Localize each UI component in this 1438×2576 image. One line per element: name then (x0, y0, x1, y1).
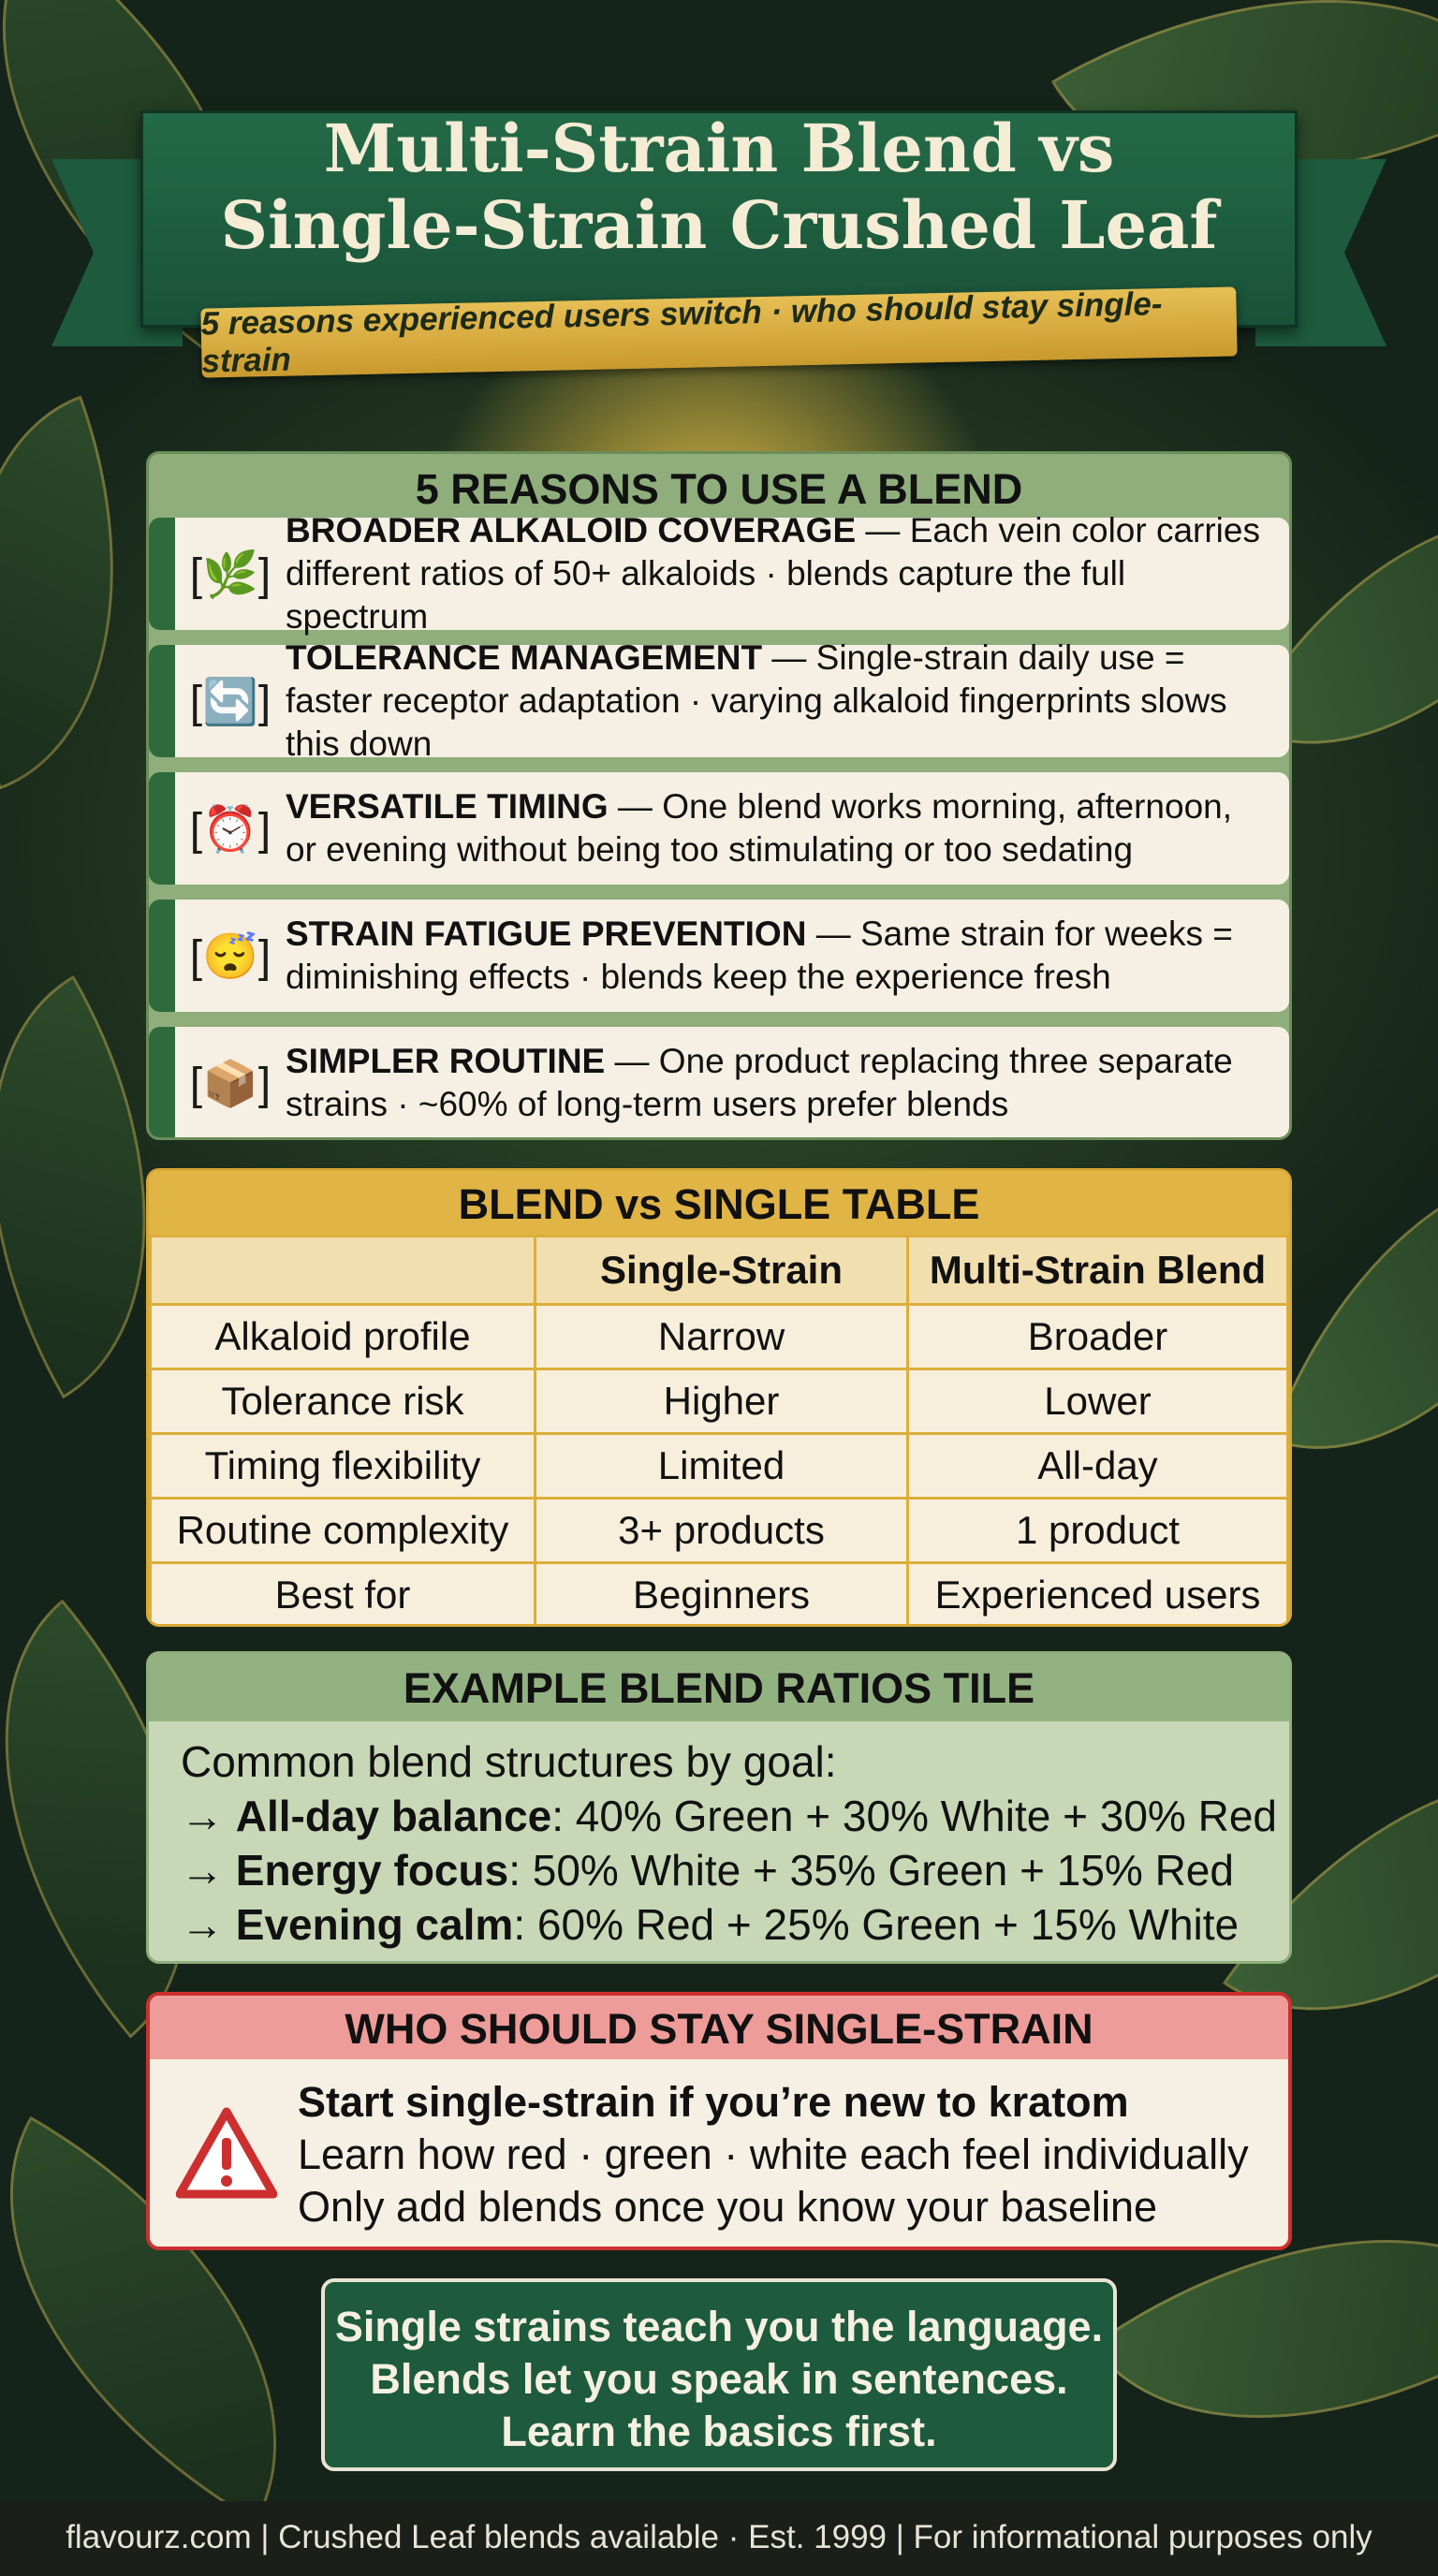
table-row (151, 1499, 1288, 1563)
blend-ratio-item (181, 1897, 1277, 1952)
closing-quote (321, 2278, 1117, 2471)
footer (0, 2501, 1438, 2576)
reason-text (286, 637, 1289, 766)
table-cell: Routine complexity (151, 1499, 536, 1563)
leaf-icon: [🌿] (189, 549, 271, 600)
table-cell: 3+ products (536, 1499, 908, 1563)
warning-line-3: Only add blends once you know your baseline (298, 2183, 1158, 2231)
comparison-table (149, 1235, 1289, 1627)
quote-line-2: Blends let you speak in sentences. (370, 2355, 1068, 2403)
reason-text (286, 1040, 1289, 1126)
warning-line-1: Start single-strain if you’re new to kratom (298, 2078, 1129, 2126)
table-cell: Timing flexibility (151, 1434, 536, 1499)
table-header-cell: Multi-Strain Blend (908, 1237, 1288, 1305)
blend-ratio-text: : 60% Red + 25% Green + 15% White (513, 1900, 1240, 1949)
reasons-section (146, 451, 1292, 1140)
package-icon: [📦] (189, 1059, 271, 1109)
arrow-icon: → (181, 1792, 236, 1840)
blend-ratio-label: All-day balance (235, 1792, 552, 1840)
blend-ratios-section (146, 1651, 1292, 1964)
warning-body (298, 2076, 1249, 2233)
blend-ratio-label: Energy focus (235, 1846, 509, 1895)
blend-ratio-text: : 40% Green + 30% White + 30% Red (551, 1792, 1278, 1840)
page-title (0, 110, 1438, 264)
blend-ratio-text: : 50% White + 35% Green + 15% Red (508, 1846, 1234, 1895)
subtitle: 5 reasons experienced users switch · who should stay single-strain (200, 285, 1163, 380)
reason-item (149, 638, 1289, 763)
reason-description: — One blend works morning, afternoon, or evening without being too stimulating or too sedating (286, 787, 1232, 869)
title-line-2: Single-Strain Crushed Leaf (220, 186, 1218, 264)
footer-text: flavourz.com | Crushed Leaf blends available · Est. 1999 | For informational purposes only (66, 2519, 1372, 2555)
table-row (151, 1305, 1288, 1369)
table-header-cell (151, 1237, 536, 1305)
warning-triangle-icon (176, 2106, 277, 2200)
reason-title: VERSATILE TIMING (286, 787, 609, 826)
table-cell: Experienced users (908, 1563, 1288, 1628)
table-row (151, 1434, 1288, 1499)
table-cell: Best for (151, 1563, 536, 1628)
table-cell: Alkaloid profile (151, 1305, 536, 1369)
reason-item (149, 511, 1289, 636)
blend-ratios-intro: Common blend structures by goal: (181, 1737, 837, 1786)
reason-title: TOLERANCE MANAGEMENT (286, 638, 763, 677)
reason-item (149, 1027, 1289, 1139)
table-cell: Higher (536, 1369, 908, 1434)
quote-line-3: Learn the basics first. (501, 2408, 937, 2455)
reason-item (149, 900, 1289, 1012)
table-cell: All-day (908, 1434, 1288, 1499)
reason-description: — One product replacing three separate strains · ~60% of long-term users prefer blends (286, 1042, 1233, 1123)
blend-ratio-item (181, 1843, 1277, 1897)
title-line-1: Multi-Strain Blend vs (323, 110, 1115, 187)
table-cell: Narrow (536, 1305, 908, 1369)
reason-title: BROADER ALKALOID COVERAGE (286, 511, 857, 549)
table-row (151, 1563, 1288, 1628)
blend-ratio-label: Evening calm (235, 1900, 514, 1949)
reason-description: — Same strain for weeks = diminishing effects · blends keep the experience fresh (286, 915, 1233, 996)
reason-title: STRAIN FATIGUE PREVENTION (286, 915, 807, 953)
table-cell: Beginners (536, 1563, 908, 1628)
quote-line-1: Single strains teach you the language. (334, 2303, 1104, 2350)
reason-text (286, 509, 1289, 638)
alarm-clock-icon: [⏰] (189, 804, 271, 855)
table-cell: Tolerance risk (151, 1369, 536, 1434)
table-row (151, 1369, 1288, 1434)
warning-line-2: Learn how red · green · white each feel individually (298, 2130, 1249, 2178)
single-strain-warning (146, 1992, 1292, 2250)
reason-text (286, 913, 1289, 999)
arrow-icon: → (181, 1900, 236, 1949)
sleepy-face-icon: [😴] (189, 931, 271, 982)
cycle-arrows-icon: [🔄] (189, 677, 271, 727)
table-cell: 1 product (908, 1499, 1288, 1563)
reasons-heading: 5 REASONS TO USE A BLEND (415, 465, 1023, 513)
reason-title: SIMPLER ROUTINE (286, 1042, 606, 1080)
table-cell: Lower (908, 1369, 1288, 1434)
table-header-cell: Single-Strain (536, 1237, 908, 1305)
warning-heading: WHO SHOULD STAY SINGLE-STRAIN (150, 1996, 1288, 2059)
reason-description: — Each vein color carries different ratios of 50+ alkaloids · blends capture the full spectrum (286, 511, 1260, 636)
table-cell: Limited (536, 1434, 908, 1499)
blend-ratio-item (181, 1789, 1277, 1843)
table-header-row (151, 1237, 1288, 1305)
blend-ratios-heading: EXAMPLE BLEND RATIOS TILE (149, 1654, 1289, 1721)
comparison-section (146, 1168, 1292, 1627)
reason-text (286, 785, 1289, 871)
comparison-heading: BLEND vs SINGLE TABLE (149, 1171, 1289, 1235)
blend-ratios-body (181, 1734, 1277, 1952)
arrow-icon: → (181, 1846, 236, 1895)
reason-description: — Single-strain daily use = faster receptor adaptation · varying alkaloid fingerprints slows this down (286, 638, 1227, 763)
reason-item (149, 772, 1289, 885)
table-cell: Broader (908, 1305, 1288, 1369)
